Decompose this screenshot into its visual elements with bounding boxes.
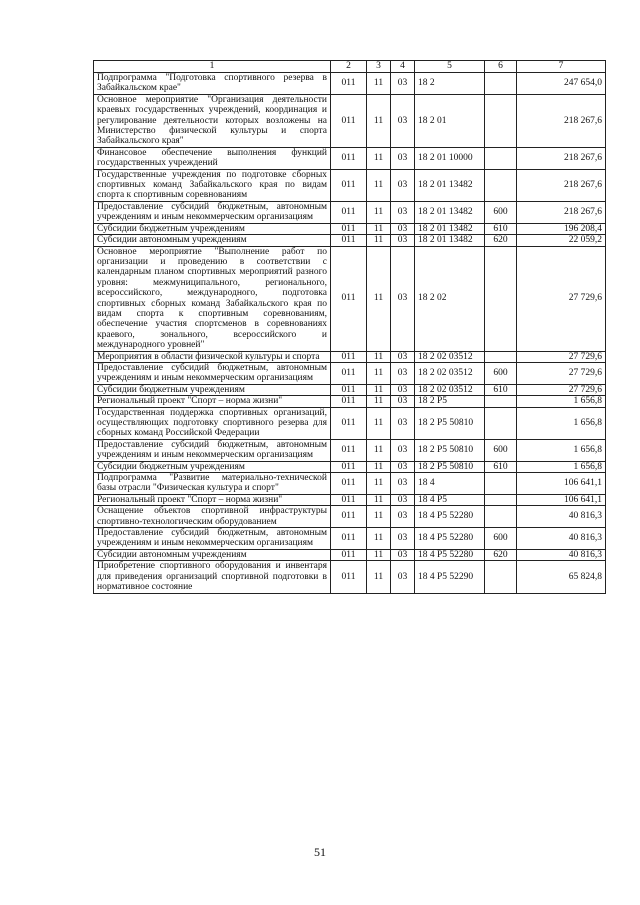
cell-section-code: 11 (367, 473, 391, 495)
cell-expense-type (485, 407, 517, 439)
cell-section-code: 11 (367, 461, 391, 472)
cell-section-code: 11 (367, 94, 391, 147)
cell-ministry-code: 011 (331, 549, 367, 560)
cell-section-code: 11 (367, 528, 391, 550)
cell-amount: 196 208,4 (517, 223, 606, 234)
cell-expense-type (485, 506, 517, 528)
cell-target-article: 18 2 P5 50810 (415, 439, 485, 461)
cell-section-code: 11 (367, 201, 391, 223)
cell-subsection-code: 03 (391, 169, 415, 201)
cell-target-article: 18 4 P5 (415, 494, 485, 505)
cell-section-code: 11 (367, 246, 391, 351)
row-name: Подпрограмма "Подготовка спортивного резерва в Забайкальском крае" (94, 73, 331, 95)
cell-ministry-code: 011 (331, 494, 367, 505)
table-row (94, 235, 606, 246)
row-name: Региональный проект "Спорт – норма жизни" (94, 396, 331, 407)
cell-target-article: 18 4 P5 52280 (415, 506, 485, 528)
table-row (94, 473, 606, 495)
cell-amount: 40 816,3 (517, 528, 606, 550)
cell-section-code: 11 (367, 147, 391, 169)
cell-amount: 218 267,6 (517, 201, 606, 223)
cell-subsection-code: 03 (391, 73, 415, 95)
cell-target-article: 18 2 01 (415, 94, 485, 147)
cell-section-code: 11 (367, 561, 391, 593)
table-row (94, 561, 606, 593)
header-row (94, 61, 606, 73)
row-name: Предоставление субсидий бюджетным, автономным учреждениям и иным некоммерческим организациям (94, 528, 331, 550)
column-header: 1 (94, 61, 331, 73)
cell-subsection-code: 03 (391, 407, 415, 439)
cell-ministry-code: 011 (331, 506, 367, 528)
row-name: Государственные учреждения по подготовке сборных спортивных команд Забайкальского края по видам спорта к спортивным соревнованиям (94, 169, 331, 201)
table-row (94, 223, 606, 234)
cell-target-article: 18 4 P5 52280 (415, 549, 485, 560)
cell-ministry-code: 011 (331, 351, 367, 362)
table-row (94, 461, 606, 472)
column-header: 6 (485, 61, 517, 73)
table-row (94, 439, 606, 461)
cell-target-article: 18 4 P5 52290 (415, 561, 485, 593)
cell-section-code: 11 (367, 169, 391, 201)
row-name: Подпрограмма "Развитие материально-технической базы отрасли "Физическая культура и спорт" (94, 473, 331, 495)
cell-subsection-code: 03 (391, 201, 415, 223)
cell-subsection-code: 03 (391, 473, 415, 495)
cell-target-article: 18 2 01 13482 (415, 201, 485, 223)
cell-section-code: 11 (367, 235, 391, 246)
cell-target-article: 18 2 (415, 73, 485, 95)
row-name: Финансовое обеспечение выполнения функций государственных учреждений (94, 147, 331, 169)
column-header: 5 (415, 61, 485, 73)
cell-subsection-code: 03 (391, 384, 415, 395)
cell-amount: 1 656,8 (517, 461, 606, 472)
cell-target-article: 18 2 02 03512 (415, 351, 485, 362)
cell-target-article: 18 4 (415, 473, 485, 495)
cell-amount: 1 656,8 (517, 439, 606, 461)
cell-ministry-code: 011 (331, 396, 367, 407)
table-row (94, 246, 606, 351)
cell-section-code: 11 (367, 396, 391, 407)
cell-ministry-code: 011 (331, 384, 367, 395)
cell-amount: 27 729,6 (517, 384, 606, 395)
cell-expense-type (485, 246, 517, 351)
cell-expense-type (485, 169, 517, 201)
table-row (94, 494, 606, 505)
cell-target-article: 18 2 P5 (415, 396, 485, 407)
table-row (94, 147, 606, 169)
cell-expense-type: 610 (485, 223, 517, 234)
row-name: Основное мероприятие "Организация деятельности краевых государственных учреждений, координация и регулирование деятельности которых возложены на Министерство физической культуры и спорта Забайкальского края" (94, 94, 331, 147)
cell-ministry-code: 011 (331, 201, 367, 223)
cell-ministry-code: 011 (331, 235, 367, 246)
cell-target-article: 18 2 02 03512 (415, 362, 485, 384)
cell-expense-type: 620 (485, 235, 517, 246)
cell-subsection-code: 03 (391, 147, 415, 169)
cell-expense-type (485, 94, 517, 147)
cell-amount: 22 059,2 (517, 235, 606, 246)
cell-ministry-code: 011 (331, 246, 367, 351)
cell-expense-type (485, 473, 517, 495)
cell-subsection-code: 03 (391, 461, 415, 472)
cell-section-code: 11 (367, 223, 391, 234)
cell-amount: 247 654,0 (517, 73, 606, 95)
cell-amount: 27 729,6 (517, 351, 606, 362)
cell-ministry-code: 011 (331, 94, 367, 147)
cell-ministry-code: 011 (331, 362, 367, 384)
cell-ministry-code: 011 (331, 561, 367, 593)
table-row (94, 351, 606, 362)
cell-target-article: 18 2 01 10000 (415, 147, 485, 169)
cell-target-article: 18 4 P5 52280 (415, 528, 485, 550)
cell-ministry-code: 011 (331, 439, 367, 461)
cell-ministry-code: 011 (331, 461, 367, 472)
table-row (94, 506, 606, 528)
column-header: 3 (367, 61, 391, 73)
cell-target-article: 18 2 01 13482 (415, 169, 485, 201)
row-name: Основное мероприятие "Выполнение работ по организации и проведению в соответствии с календарным планом спортивных мероприятий разного уровня: межмуниципального, регионального, всероссийского, международного, подготовка спортивных сборных команд Забайкальского края по видам спорта к спортивным соревнованиям, обеспечение участия спортсменов в соревнованиях краевого, зонального, всероссийского и международного уровней" (94, 246, 331, 351)
cell-subsection-code: 03 (391, 549, 415, 560)
cell-subsection-code: 03 (391, 94, 415, 147)
cell-amount: 218 267,6 (517, 94, 606, 147)
cell-expense-type: 600 (485, 528, 517, 550)
cell-amount: 27 729,6 (517, 362, 606, 384)
row-name: Субсидии автономным учреждениям (94, 549, 331, 560)
cell-section-code: 11 (367, 549, 391, 560)
cell-target-article: 18 2 P5 50810 (415, 461, 485, 472)
cell-subsection-code: 03 (391, 528, 415, 550)
cell-ministry-code: 011 (331, 528, 367, 550)
cell-subsection-code: 03 (391, 506, 415, 528)
cell-expense-type: 600 (485, 439, 517, 461)
cell-ministry-code: 011 (331, 473, 367, 495)
row-name: Предоставление субсидий бюджетным, автономным учреждениям и иным некоммерческим организациям (94, 201, 331, 223)
cell-ministry-code: 011 (331, 147, 367, 169)
cell-subsection-code: 03 (391, 362, 415, 384)
cell-section-code: 11 (367, 362, 391, 384)
cell-section-code: 11 (367, 351, 391, 362)
cell-amount: 40 816,3 (517, 506, 606, 528)
cell-subsection-code: 03 (391, 561, 415, 593)
cell-amount: 218 267,6 (517, 147, 606, 169)
row-name: Региональный проект "Спорт – норма жизни" (94, 494, 331, 505)
table-row (94, 407, 606, 439)
cell-expense-type (485, 494, 517, 505)
column-header: 2 (331, 61, 367, 73)
cell-ministry-code: 011 (331, 407, 367, 439)
column-header: 4 (391, 61, 415, 73)
cell-expense-type (485, 73, 517, 95)
cell-amount: 106 641,1 (517, 473, 606, 495)
cell-amount: 218 267,6 (517, 169, 606, 201)
cell-expense-type: 600 (485, 362, 517, 384)
row-name: Субсидии бюджетным учреждениям (94, 384, 331, 395)
table-row (94, 73, 606, 95)
cell-subsection-code: 03 (391, 351, 415, 362)
row-name: Субсидии автономным учреждениям (94, 235, 331, 246)
cell-section-code: 11 (367, 384, 391, 395)
cell-target-article: 18 2 02 03512 (415, 384, 485, 395)
cell-ministry-code: 011 (331, 169, 367, 201)
cell-section-code: 11 (367, 439, 391, 461)
cell-ministry-code: 011 (331, 73, 367, 95)
table-row (94, 201, 606, 223)
cell-expense-type (485, 561, 517, 593)
cell-subsection-code: 03 (391, 246, 415, 351)
row-name: Мероприятия в области физической культуры и спорта (94, 351, 331, 362)
cell-subsection-code: 03 (391, 223, 415, 234)
cell-expense-type: 610 (485, 461, 517, 472)
cell-section-code: 11 (367, 494, 391, 505)
table-row (94, 362, 606, 384)
cell-section-code: 11 (367, 73, 391, 95)
budget-table (93, 60, 606, 594)
cell-expense-type (485, 396, 517, 407)
cell-amount: 65 824,8 (517, 561, 606, 593)
column-header: 7 (517, 61, 606, 73)
cell-amount: 1 656,8 (517, 407, 606, 439)
cell-target-article: 18 2 P5 50810 (415, 407, 485, 439)
cell-amount: 106 641,1 (517, 494, 606, 505)
cell-subsection-code: 03 (391, 396, 415, 407)
row-name: Приобретение спортивного оборудования и инвентаря для приведения организаций спортивной подготовки в нормативное состояние (94, 561, 331, 593)
table-row (94, 94, 606, 147)
cell-target-article: 18 2 01 13482 (415, 223, 485, 234)
cell-subsection-code: 03 (391, 235, 415, 246)
table-row (94, 169, 606, 201)
cell-ministry-code: 011 (331, 223, 367, 234)
table-row (94, 549, 606, 560)
cell-expense-type: 600 (485, 201, 517, 223)
cell-target-article: 18 2 02 (415, 246, 485, 351)
cell-expense-type: 620 (485, 549, 517, 560)
cell-amount: 1 656,8 (517, 396, 606, 407)
cell-expense-type (485, 351, 517, 362)
cell-section-code: 11 (367, 407, 391, 439)
cell-target-article: 18 2 01 13482 (415, 235, 485, 246)
row-name: Оснащение объектов спортивной инфраструктуры спортивно-технологическим оборудованием (94, 506, 331, 528)
table-body (94, 73, 606, 594)
cell-subsection-code: 03 (391, 439, 415, 461)
row-name: Предоставление субсидий бюджетным, автономным учреждениям и иным некоммерческим организациям (94, 439, 331, 461)
row-name: Предоставление субсидий бюджетным, автономным учреждениям и иным некоммерческим организациям (94, 362, 331, 384)
table-row (94, 528, 606, 550)
row-name: Субсидии бюджетным учреждениям (94, 223, 331, 234)
row-name: Государственная поддержка спортивных организаций, осуществляющих подготовку спортивного резерва для сборных команд Российской Федерации (94, 407, 331, 439)
cell-expense-type: 610 (485, 384, 517, 395)
table-row (94, 396, 606, 407)
row-name: Субсидии бюджетным учреждениям (94, 461, 331, 472)
cell-expense-type (485, 147, 517, 169)
cell-section-code: 11 (367, 506, 391, 528)
cell-amount: 27 729,6 (517, 246, 606, 351)
cell-amount: 40 816,3 (517, 549, 606, 560)
page-number: 51 (314, 845, 326, 859)
cell-subsection-code: 03 (391, 494, 415, 505)
table-row (94, 384, 606, 395)
